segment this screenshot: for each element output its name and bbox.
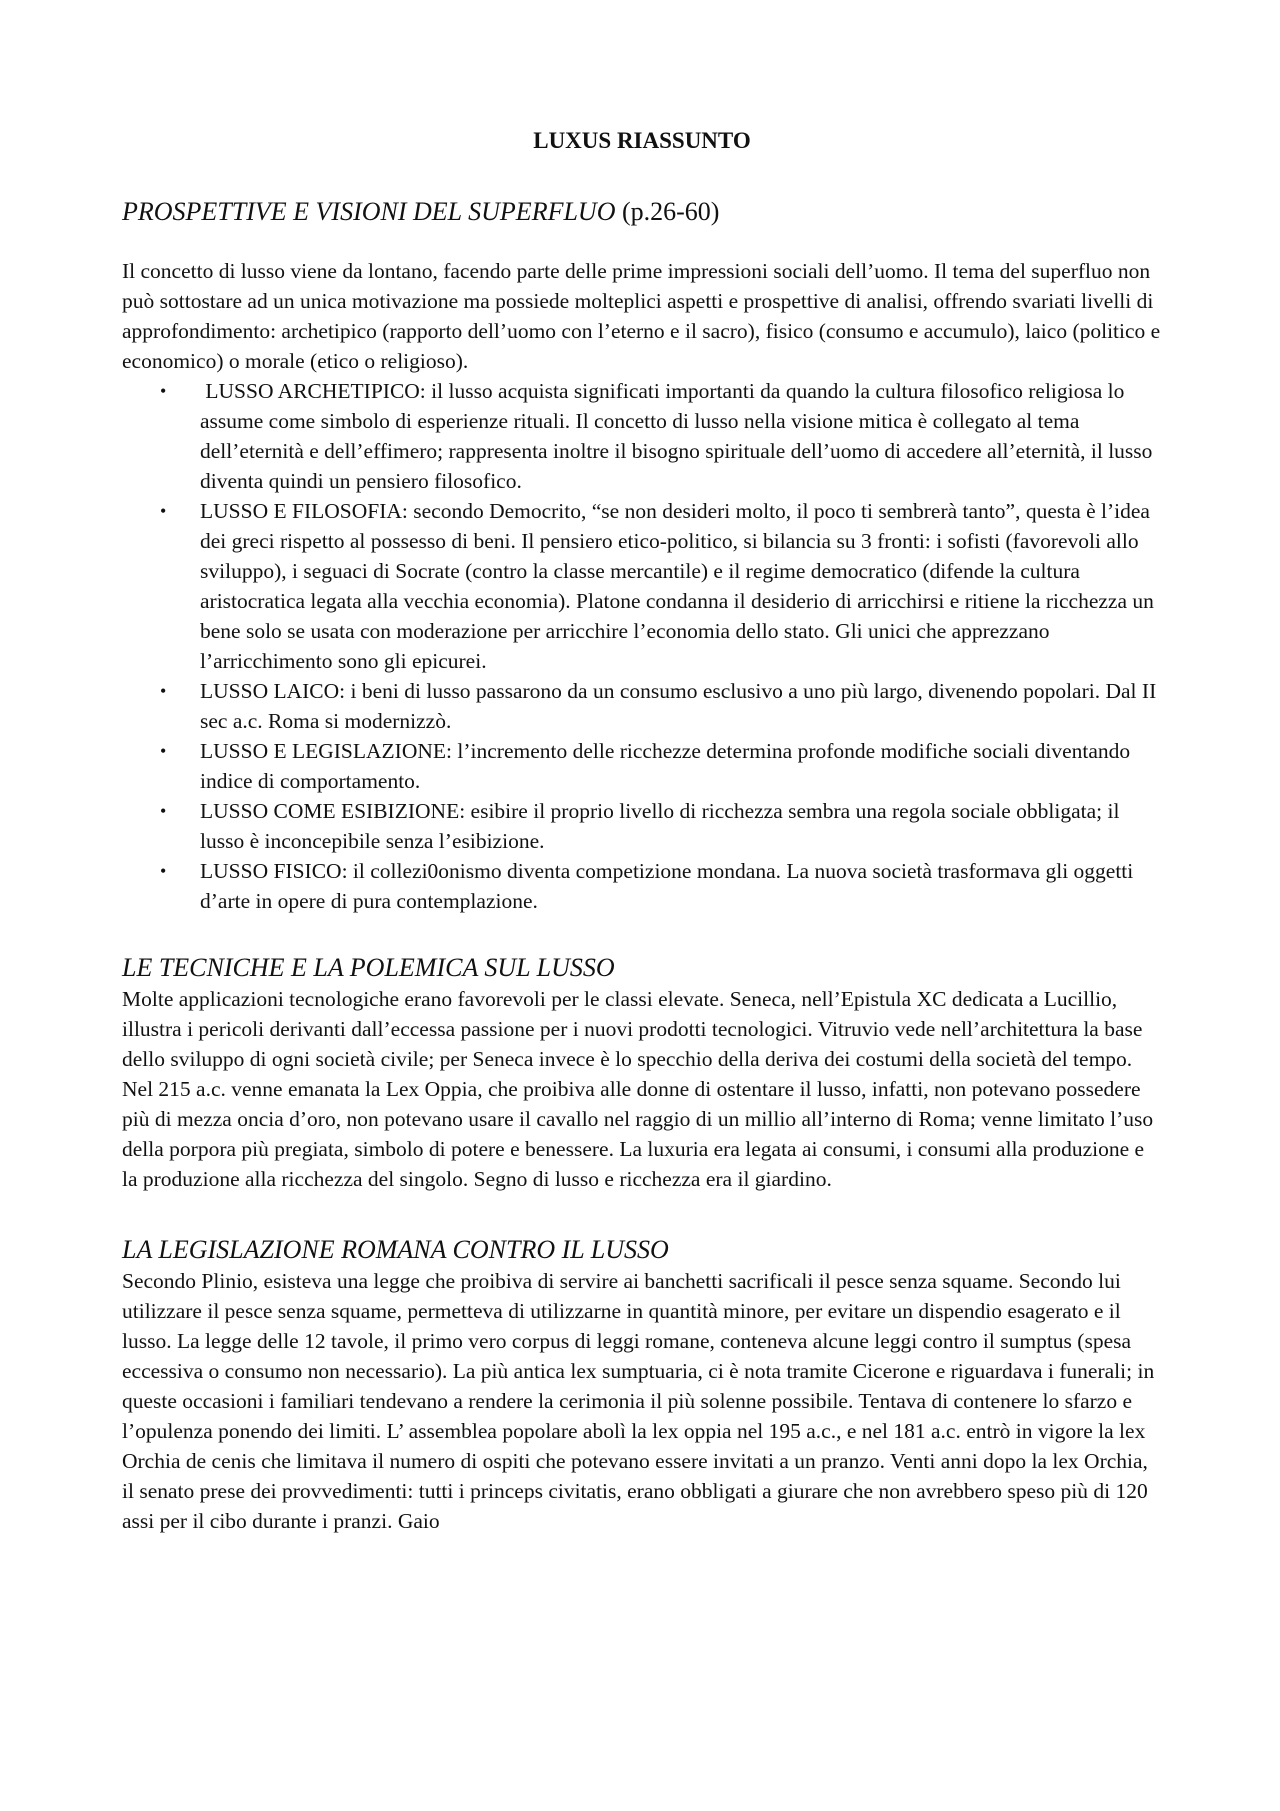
section-body-paragraph: Molte applicazioni tecnologiche erano favorevoli per le classi elevate. Seneca, nell’Epistula XC dedicata a Lucillio, illustra i pericoli derivanti dall’eccessa passione per i nuovi prodotti tecnologici. Vitruvio vede nell’architettura la base dello sviluppo di ogni società civile; per Seneca invece è lo specchio della deriva dei costumi della società del tempo. Nel 215 a.c. venne emanata la Lex Oppia, che proibiva alle donne di ostentare il lusso, infatti, non potevano possedere più di mezza oncia d’oro, non potevano usare il cavallo nel raggio di un millio all’interno di Roma; venne limitato l’uso della porpora più pregiata, simbolo di potere e benessere. La luxuria era legata ai consumi, i consumi alla produzione e la produzione alla ricchezza del singolo. Segno di lusso e ricchezza era il giardino. [122, 987, 1154, 1191]
list-item-text: LUSSO FISICO: il collezi0onismo diventa competizione mondana. La nuova società trasformava gli oggetti d’arte in opere di pura contemplazione. [200, 859, 1134, 913]
list-item [160, 796, 1162, 856]
document-title: LUXUS RIASSUNTO [533, 128, 751, 153]
list-item [160, 676, 1162, 736]
section-heading-italic: LA LEGISLAZIONE ROMANA CONTRO IL LUSSO [122, 1235, 669, 1264]
bullet-icon: • [160, 861, 167, 881]
list-item-text: LUSSO ARCHETIPICO: il lusso acquista significati importanti da quando la cultura filosofico religiosa lo assume come simbolo di esperienze rituali. Il concetto di lusso nella visione mitica è collegato al tema dell’eternità e dell’effimero; rappresenta inoltre il bisogno spirituale dell’uomo di accedere all’eternità, il lusso diventa quindi un pensiero filosofico. [200, 379, 1158, 493]
section-heading-page-range: (p.26-60) [615, 197, 720, 226]
bullet-icon: • [160, 681, 167, 701]
bullet-icon: • [160, 381, 167, 401]
section-body-paragraph: Secondo Plinio, esisteva una legge che proibiva di servire ai banchetti sacrificali il pesce senza squame. Secondo lui utilizzare il pesce senza squame, permetteva di utilizzarne in quantità minore, per evitare un dispendio esagerato e il lusso. La legge delle 12 tavole, il primo vero corpus di leggi romane, conteneva alcune leggi contro il sumptus (spesa eccessiva o consumo non necessario). La più antica lex sumptuaria, ci è nota tramite Cicerone e riguardava i funerali; in queste occasioni i familiari tendevano a rendere la cerimonia il più solenne possibile. Tentava di contenere lo sfarzo e l’opulenza ponendo dei limiti. L’ assemblea popolare abolì la lex oppia nel 195 a.c., e nel 181 a.c. entrò in vigore la lex Orchia de cenis che limitava il numero di ospiti che potevano essere invitati a un pranzo. Venti anni dopo la lex Orchia, il senato prese dei provvedimenti: tutti i princeps civitatis, erano obbligati a giurare che non avrebbero speso più di 120 assi per il cibo durante i pranzi. Gaio [122, 1269, 1155, 1533]
section-heading-tecniche [122, 952, 1162, 984]
bullet-icon: • [160, 741, 167, 761]
bullet-list [122, 376, 1162, 916]
section-intro-paragraph: Il concetto di lusso viene da lontano, facendo parte delle prime impressioni sociali dell’uomo. Il tema del superfluo non può sottostare ad un unica motivazione ma possiede molteplici aspetti e prospettive di analisi, offrendo svariati livelli di approfondimento: archetipico (rapporto dell’uomo con l’eterno e il sacro), fisico (consumo e accumulo), laico (politico e economico) o morale (etico o religioso). [122, 259, 1161, 373]
bullet-icon: • [160, 501, 167, 521]
section-heading-legislazione [122, 1234, 1162, 1266]
section-heading-italic: LE TECNICHE E LA POLEMICA SUL LUSSO [122, 953, 615, 982]
list-item-text: LUSSO COME ESIBIZIONE: esibire il proprio livello di ricchezza sembra una regola sociale obbligata; il lusso è inconcepibile senza l’esibizione. [200, 799, 1120, 853]
list-item [160, 736, 1162, 796]
bullet-icon: • [160, 801, 167, 821]
list-item [160, 856, 1162, 916]
section-heading-prospettive [122, 196, 1162, 228]
list-item-text: LUSSO LAICO: i beni di lusso passarono da un consumo esclusivo a uno più largo, divenendo popolari. Dal II sec a.c. Roma si modernizzò. [200, 679, 1157, 733]
list-item-text: LUSSO E FILOSOFIA: secondo Democrito, “se non desideri molto, il poco ti sembrerà tanto”, questa è l’idea dei greci rispetto al possesso di beni. Il pensiero etico-politico, si bilancia su 3 fronti: i sofisti (favorevoli allo sviluppo), i seguaci di Socrate (contro la classe mercantile) e il regime democratico (difende la cultura aristocratica legata alla vecchia economia). Platone condanna il desiderio di arricchirsi e ritiene la ricchezza un bene solo se usata con moderazione per arricchire l’economia dello stato. Gli unici che apprezzano l’arricchimento sono gli epicurei. [200, 499, 1154, 673]
list-item [160, 496, 1162, 676]
section-heading-italic: PROSPETTIVE E VISIONI DEL SUPERFLUO [122, 197, 616, 226]
list-item [160, 376, 1162, 496]
document-page [122, 120, 1162, 1536]
list-item-text: LUSSO E LEGISLAZIONE: l’incremento delle ricchezze determina profonde modifiche sociali diventando indice di comportamento. [200, 739, 1131, 793]
